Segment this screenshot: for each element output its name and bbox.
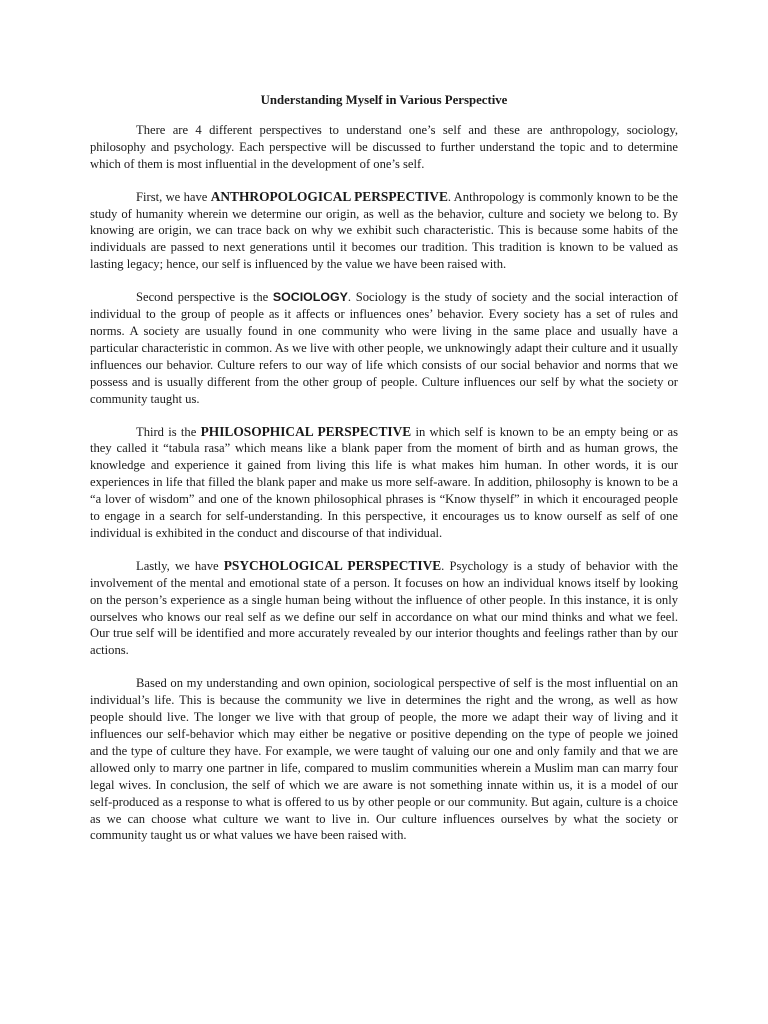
intro-paragraph: There are 4 different perspectives to understand one’s self and these are anthropology, sociology, philosophy and psychology. Each perspective will be discussed to further understand the topic and to determine which of them is most influential in the development of one’s self. — [90, 122, 678, 171]
conclusion-paragraph: Based on my understanding and own opinion, sociological perspective of self is the most influential on an individual’s life. This is because the community we live in determines the right and the wrong, as well as how people should live. The longer we live with that group of people, the more we adapt their way of living and it influences our self-behavior which may either be negative or positive depending on the type of people we joined and the type of culture they have. For example, we were taught of valuing our one and only family and that we are allowed only to marry one partner in life, compared to muslim communities wherein a Muslim man can marry four legal wives. In conclusion, the self of which we are aware is not something innate within us, it is a model of our self-produced as a response to what is offered to us by other people or our community. But again, culture is a choice as we can choose what culture we want to live in. Our culture influences ourselves by what the society or community taught us or what values we have been raised with. — [90, 676, 678, 843]
anthropological-term: ANTHROPOLOGICAL PERSPECTIVE — [210, 188, 448, 204]
philosophical-lead: Third is the — [136, 424, 201, 439]
sociology-paragraph — [90, 289, 678, 407]
philosophical-body: in which self is known to be an empty being or as they called it “tabula rasa” which means like a blank paper from the moment of birth and as human grows, the knowledge and experience it gained from living this life is what makes him human. In other words, it is our experiences in life that filled the blank paper and make us more self-aware. In addition, philosophy is known to be a “a lover of wisdom” and one of the known philosophical phrases is “Know thyself” in which it encouraged people to engage in a search for self-understanding. In this perspective, it encourages us to know ourself as self of one individual is exhibited in the conduct and discourse of that individual. — [90, 424, 678, 540]
anthropological-body: . Anthropology is commonly known to be the study of humanity wherein we determine our origin, as well as the behavior, culture and society we belong to. By knowing are origin, we can trace back on why we exhibit such characteristic. This is because some habits of the individuals are passed to next generations until it becomes our tradition. This tradition is known to be valued as lasting legacy; hence, our self is influenced by the value we have been raised with. — [90, 189, 678, 272]
philosophical-paragraph — [90, 424, 678, 542]
anthropological-paragraph — [90, 189, 678, 274]
sociology-lead: Second perspective is the — [136, 290, 273, 305]
psychological-body: . Psychology is a study of behavior with the involvement of the mental and emotional state of a person. It focuses on how an individual knows itself by looking on the person’s experience as a single human being without the influence of other people. In this instance, it is only ourselves who knows our real self as we define our self in accordance on what our mind thinks and what we feel. Our true self will be identified and more accurately revealed by our interior thoughts and feelings rather than by our actions. — [90, 558, 678, 658]
anthropological-lead: First, we have — [136, 189, 211, 204]
document-title: Understanding Myself in Various Perspective — [260, 93, 508, 107]
psychological-term: PSYCHOLOGICAL PERSPECTIVE — [223, 557, 442, 573]
document-body — [90, 92, 678, 858]
philosophical-term: PHILOSOPHICAL PERSPECTIVE — [200, 423, 412, 439]
sociology-term: SOCIOLOGY — [272, 290, 348, 305]
sociology-body: . Sociology is the study of society and the social interaction of individual to the group of people as it affects or influences ones’ behavior. Every society has a set of rules and norms. A society are usually found in one community who were living in the same place and usually have a particular characteristic in common. As we live with other people, we unknowingly adapt their culture and it usually influences our behavior. Culture refers to our way of life which consists of our social behavior and norms that we possess and is usually different from the other group of people. Culture influences our self by what the society or community taught us. — [90, 290, 678, 406]
psychological-paragraph — [90, 558, 678, 659]
psychological-lead: Lastly, we have — [136, 558, 224, 573]
